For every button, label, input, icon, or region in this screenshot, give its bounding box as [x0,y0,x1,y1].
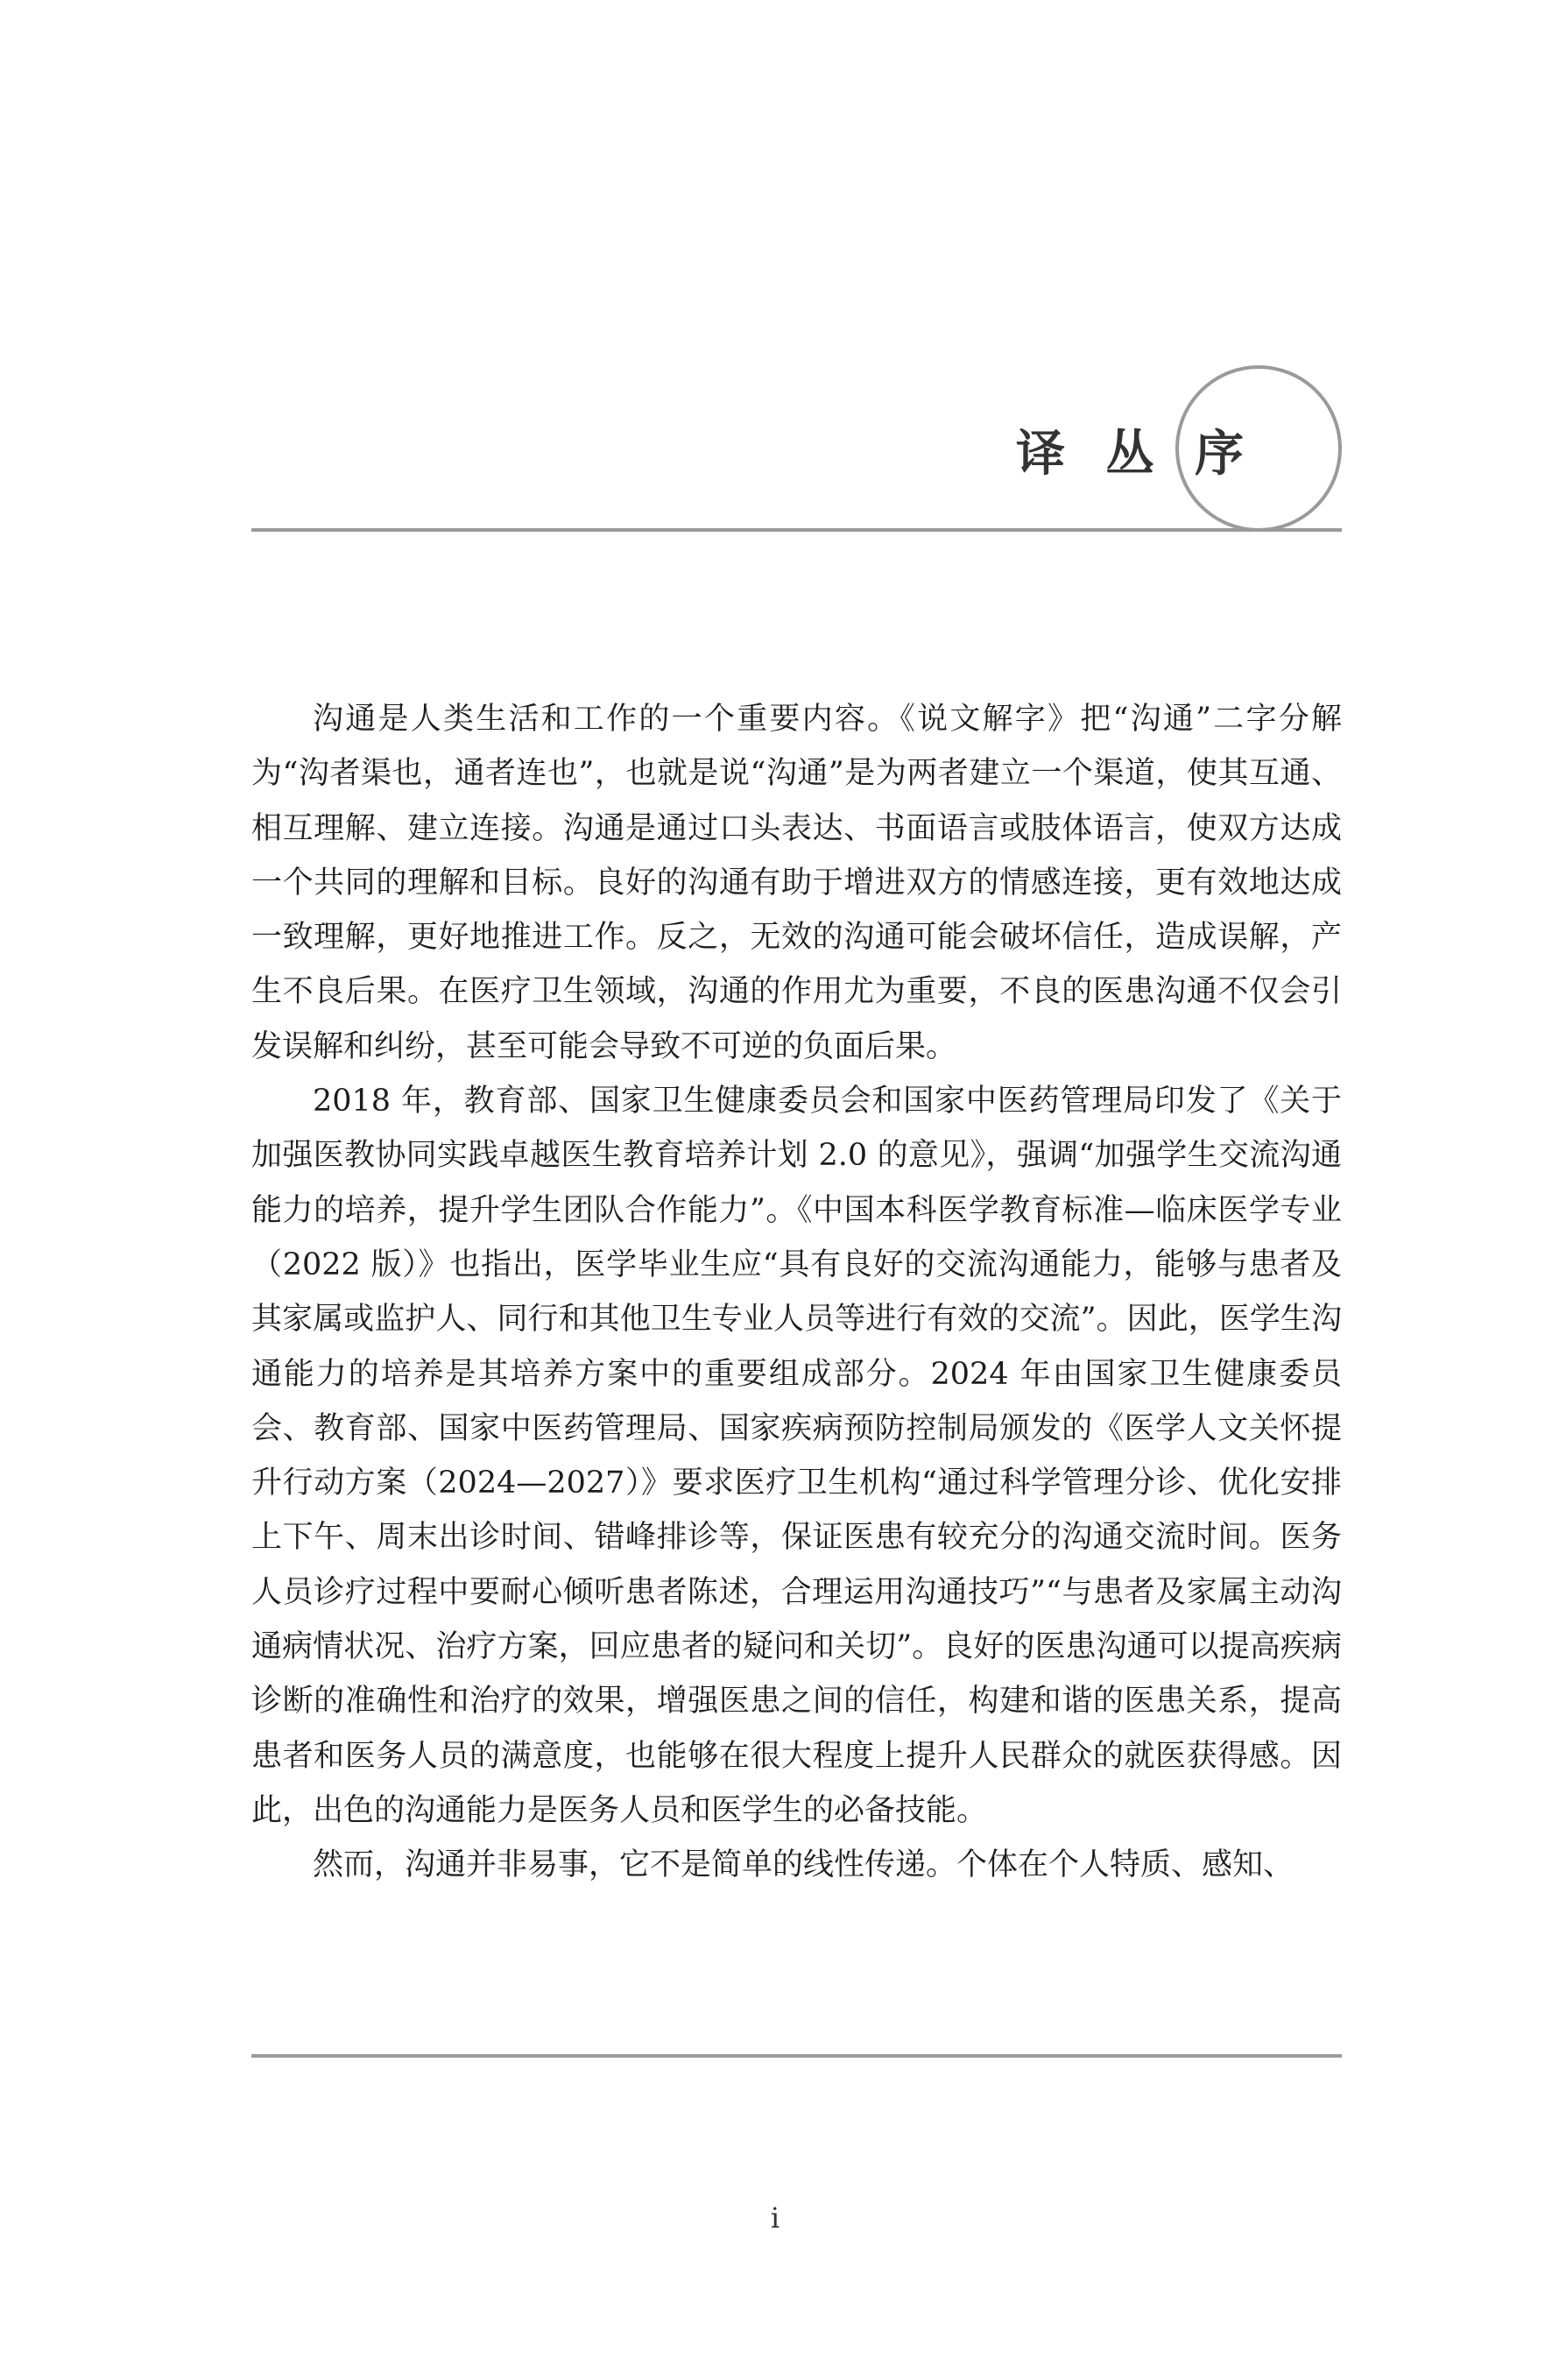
page-number: i [770,2201,780,2235]
paragraph-3: 然而，沟通并非易事，它不是简单的线性传递。个体在个人特质、感知、 [313,1847,1295,1883]
paragraph-2: 2018 年，教育部、国家卫生健康委员会和国家中医药管理局印发了《关于加强医教协同实践卓越医生教育培养计划 2.0 的意见》，强调“加强学生交流沟通能力的培养，提升学生团队合作能力”。《中国本科医学教育标准—临床医学专业（2022 版）》也指出，医学毕业生应“具有良好的交流沟通能力，能够与患者及其家属或监护人、同行和其他卫生专业人员等进行有效的交流”。因此，医学生沟通能力的培养是其培养方案中的重要组成部分。2024 年由国家卫生健康委员会、教育部、国家中医药管理局、国家疾病预防控制局颁发的《医学人文关怀提升行动方案（2024—2027）》要求医疗卫生机构“通过科学管理分诊、优化安排上下午、周末出诊时间、错峰排诊等，保证医患有较充分的沟通交流时间。医务人员诊疗过程中要耐心倾听患者陈述，合理运用沟通技巧”“与患者及家属主动沟通病情状况、治疗方案，回应患者的疑问和关切”。良好的医患沟通可以提高疾病诊断的准确性和治疗的效果，增强医患之间的信任，构建和谐的医患关系，提高患者和医务人员的满意度，也能够在很大程度上提升人民群众的就医获得感。因此，出色的沟通能力是医务人员和医学生的必备技能。 [251,1084,1342,1828]
page-title: 译丛序 [1016,425,1284,483]
paragraph-1: 沟通是人类生活和工作的一个重要内容。《说文解字》把“沟通”二字分解为“沟者渠也，通者连也”，也就是说“沟通”是为两者建立一个渠道，使其互通、相互理解、建立连接。沟通是通过口头表达、书面语言或肢体语言，使双方达成一个共同的理解和目标。良好的沟通有助于增进双方的情感连接，更有效地达成一致理解，更好地推进工作。反之，无效的沟通可能会破坏信任，造成误解，产生不良后果。在医疗卫生领域，沟通的作用尤为重要，不良的医患沟通不仅会引发误解和纠纷，甚至可能会导致不可逆的负面后果。 [251,702,1342,1064]
body-text [251,692,1342,1893]
header-divider [251,528,1342,532]
footer-divider [251,2054,1342,2058]
